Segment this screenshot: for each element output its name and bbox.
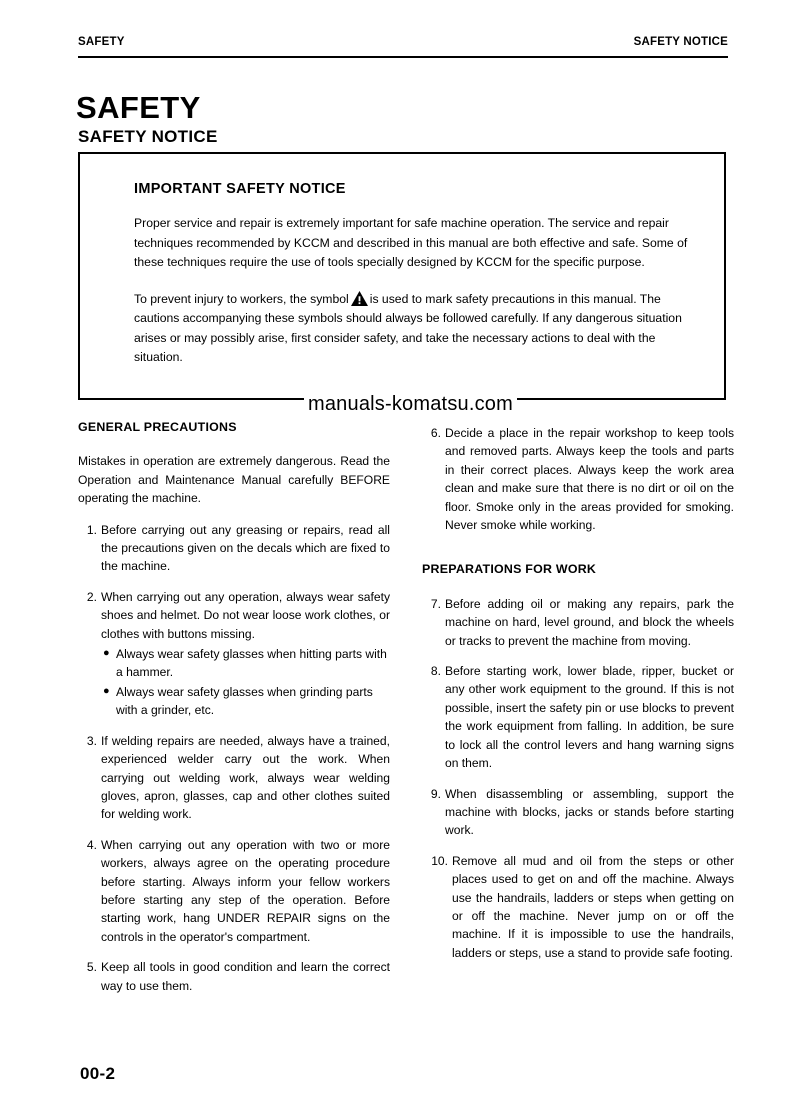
general-precautions-list-continued <box>422 424 734 534</box>
sub-bullet-list <box>101 645 390 720</box>
list-item <box>78 521 390 576</box>
list-item <box>422 785 734 840</box>
list-item-number: 1. <box>86 522 97 537</box>
list-item <box>422 424 734 534</box>
sub-bullet-text: Always wear safety glasses when grinding parts with a grinder, etc. <box>116 684 373 718</box>
page-title: SAFETY <box>76 90 201 125</box>
list-item-text: When carrying out any operation with two or more workers, always agree on the operating procedure before starting. Always inform your fellow workers before starting any step of the operation. Before starting work, hang UNDER REPAIR signs on the controls in the operator's compartment. <box>101 837 390 944</box>
list-item-text: Before carrying out any greasing or repairs, read all the precautions given on the decals which are fixed to the machine. <box>101 522 390 574</box>
list-item-text: Before adding oil or making any repairs, park the machine on hard, level ground, and block the wheels or tracks to prevent the machine from moving. <box>445 596 734 648</box>
list-item-number: 4. <box>86 837 97 852</box>
notice-paragraph-2-part-1: To prevent injury to workers, the symbol <box>134 291 349 306</box>
list-item <box>78 588 390 720</box>
list-item-number: 8. <box>430 664 441 679</box>
list-item <box>78 836 390 946</box>
list-item-text: Before starting work, lower blade, ripper, bucket or any other work equipment to the ground. If this is not possible, insert the safety pin or use blocks to prevent the work equipment from falling. In addition, be sure to lock all the control levers and hang warning signs on them. <box>445 664 734 771</box>
list-item-number: 3. <box>86 733 97 748</box>
list-item-number: 5. <box>86 960 97 975</box>
notice-paragraph-2 <box>134 290 690 368</box>
list-item-text: If welding repairs are needed, always have a trained, experienced welder carry out the work. When carrying out welding work, always wear welding gloves, apron, glasses, cap and other clothes suited for welding work. <box>101 733 390 822</box>
list-item-text: When disassembling or assembling, support the machine with blocks, jacks or stands before starting work. <box>445 786 734 838</box>
list-item <box>78 732 390 824</box>
notice-paragraph-2-part-2: is used to mark safety precautions in this manual. The cautions accompanying these symbols should always be followed carefully. If any dangerous situation arises or may possibly arise, first consider safety, and take the necessary actions to deal with the situation. <box>134 291 682 364</box>
section-heading-preparations-for-work: PREPARATIONS FOR WORK <box>422 562 597 577</box>
running-header <box>78 36 728 48</box>
general-precautions-intro: Mistakes in operation are extremely dangerous. Read the Operation and Maintenance Manual carefully BEFORE operating the machine. <box>78 454 390 506</box>
left-column <box>78 418 390 995</box>
running-header-right: SAFETY NOTICE <box>633 36 728 48</box>
list-item <box>78 958 390 995</box>
page-subtitle: SAFETY NOTICE <box>78 127 218 146</box>
right-column <box>422 424 734 962</box>
list-item-number: 7. <box>430 596 441 611</box>
list-item-text: Keep all tools in good condition and learn the correct way to use them. <box>101 960 390 993</box>
bullet-dot-icon: ● <box>103 647 110 660</box>
important-safety-notice-box <box>78 152 726 400</box>
preparations-for-work-list <box>422 595 734 962</box>
list-item-number: 9. <box>430 786 441 801</box>
list-item-number: 10. <box>431 853 448 868</box>
list-item <box>422 662 734 772</box>
list-item <box>101 683 390 720</box>
list-item-text: Remove all mud and oil from the steps or other places used to get on and off the machine. Always use the handrails, ladders or steps when getting on or off the machine. Never jump on or off the machine. If it is impossible to use the handrails, ladders or steps, use a stand to provide safe footing. <box>452 853 734 960</box>
warning-triangle-icon <box>351 291 368 306</box>
bullet-dot-icon: ● <box>103 684 110 697</box>
notice-box-title: IMPORTANT SAFETY NOTICE <box>134 181 346 197</box>
notice-box-body <box>134 214 690 368</box>
list-item <box>101 645 390 682</box>
list-item-number: 6. <box>430 426 441 440</box>
page-number: 00-2 <box>80 1064 116 1083</box>
general-precautions-list <box>78 521 390 995</box>
sub-bullet-text: Always wear safety glasses when hitting parts with a hammer. <box>116 647 387 680</box>
section-heading-general-precautions: GENERAL PRECAUTIONS <box>78 420 237 434</box>
notice-paragraph-1: Proper service and repair is extremely important for safe machine operation. The service and repair techniques recommended by KCCM and described in this manual are both effective and safe. Some of these techniques require the use of tools specially designed by KCCM for the specific purpose. <box>134 216 688 269</box>
list-item <box>422 852 734 962</box>
list-item-text: When carrying out any operation, always wear safety shoes and helmet. Do not wear loose work clothes, or clothes with buttons missing. <box>101 589 390 641</box>
header-rule <box>78 56 728 58</box>
list-item <box>422 595 734 650</box>
running-header-left: SAFETY <box>78 36 125 48</box>
list-item-text: Decide a place in the repair workshop to keep tools and removed parts. Always keep the tools and parts in their correct places. Always keep the work area clean and make sure that there is no dirt or oil on the floor. Smoke only in the areas provided for smoking. Never smoke while working. <box>445 426 734 533</box>
watermark: manuals-komatsu.com <box>304 393 517 416</box>
list-item-number: 2. <box>86 589 97 604</box>
